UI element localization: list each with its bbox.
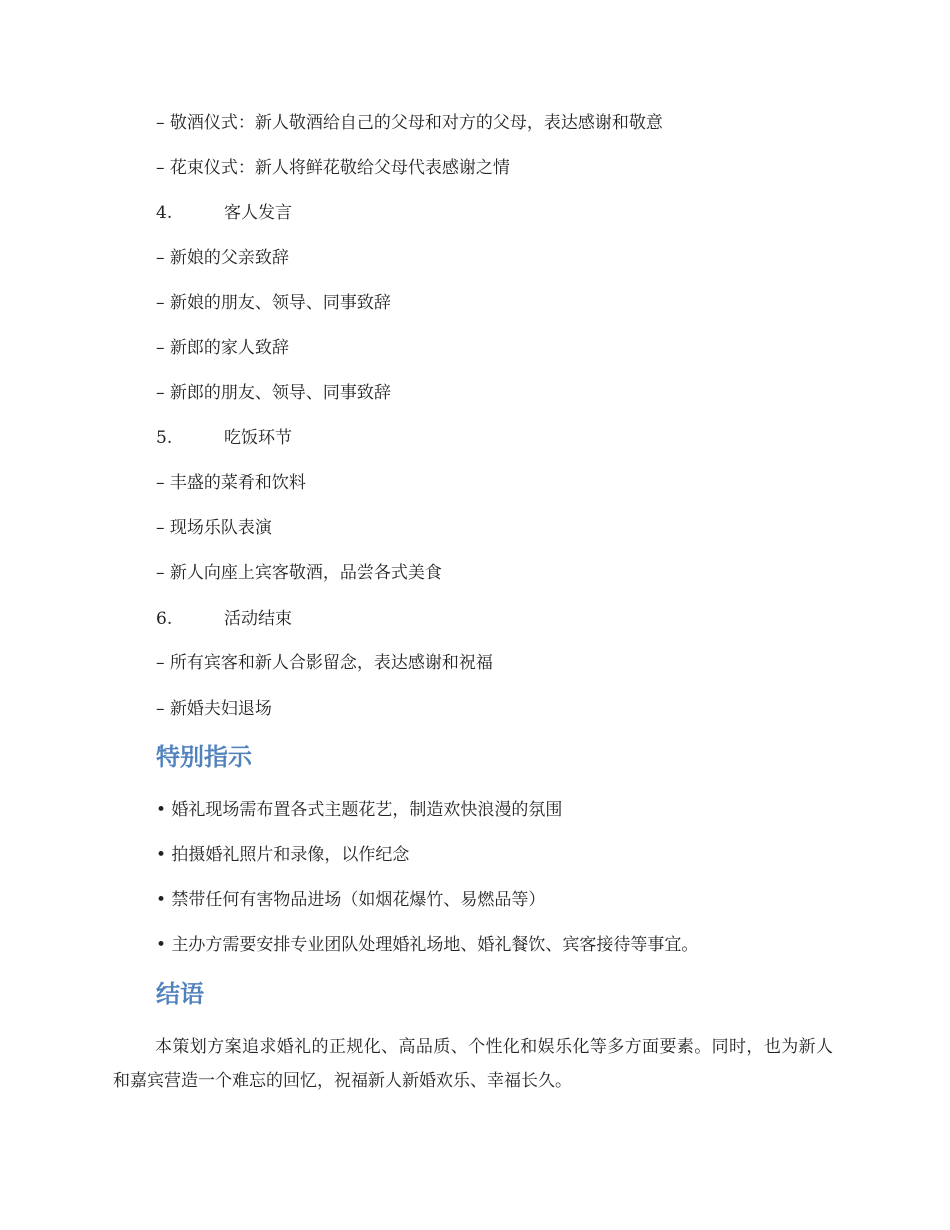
list-item: – 花束仪式：新人将鲜花敬给父母代表感谢之情 [156, 158, 510, 178]
list-item: – 新娘的朋友、领导、同事致辞 [156, 293, 391, 313]
list-item: – 敬酒仪式：新人敬酒给自己的父母和对方的父母，表达感谢和敬意 [156, 113, 663, 133]
conclusion-paragraph: 本策划方案追求婚礼的正规化、高品质、个性化和娱乐化等多方面要素。同时，也为新人和嘉宾营造一个难忘的回忆，祝福新人新婚欢乐、幸福长久。 [113, 1037, 833, 1091]
list-item: – 新婚夫妇退场 [156, 699, 272, 719]
section-heading-5 [156, 426, 292, 450]
section-heading-6 [156, 607, 292, 631]
bullet-item: • 主办方需要安排专业团队处理婚礼场地、婚礼餐饮、宾客接待等事宜。 [156, 935, 699, 955]
bullet-item: • 禁带任何有害物品进场（如烟花爆竹、易燃品等） [156, 890, 546, 910]
list-item: – 现场乐队表演 [156, 518, 272, 538]
list-item: – 新娘的父亲致辞 [156, 248, 289, 268]
special-instructions-heading: 特别指示 [156, 743, 252, 771]
bullet-item: • 拍摄婚礼照片和录像，以作纪念 [156, 845, 410, 865]
conclusion-heading: 结语 [156, 980, 204, 1008]
list-item: – 新郎的朋友、领导、同事致辞 [156, 383, 391, 403]
section-title: 活动结束 [224, 609, 292, 629]
list-item: – 丰盛的菜肴和饮料 [156, 473, 306, 493]
section-number: 5. [156, 428, 173, 448]
list-item: – 新郎的家人致辞 [156, 338, 289, 358]
section-title: 客人发言 [224, 203, 292, 223]
list-item: – 新人向座上宾客敬酒，品尝各式美食 [156, 563, 442, 583]
section-number: 4. [156, 203, 173, 223]
section-number: 6. [156, 609, 173, 629]
section-title: 吃饭环节 [224, 428, 292, 448]
list-item: – 所有宾客和新人合影留念，表达感谢和祝福 [156, 653, 493, 673]
bullet-item: • 婚礼现场需布置各式主题花艺，制造欢快浪漫的氛围 [156, 800, 563, 820]
section-heading-4 [156, 201, 292, 225]
